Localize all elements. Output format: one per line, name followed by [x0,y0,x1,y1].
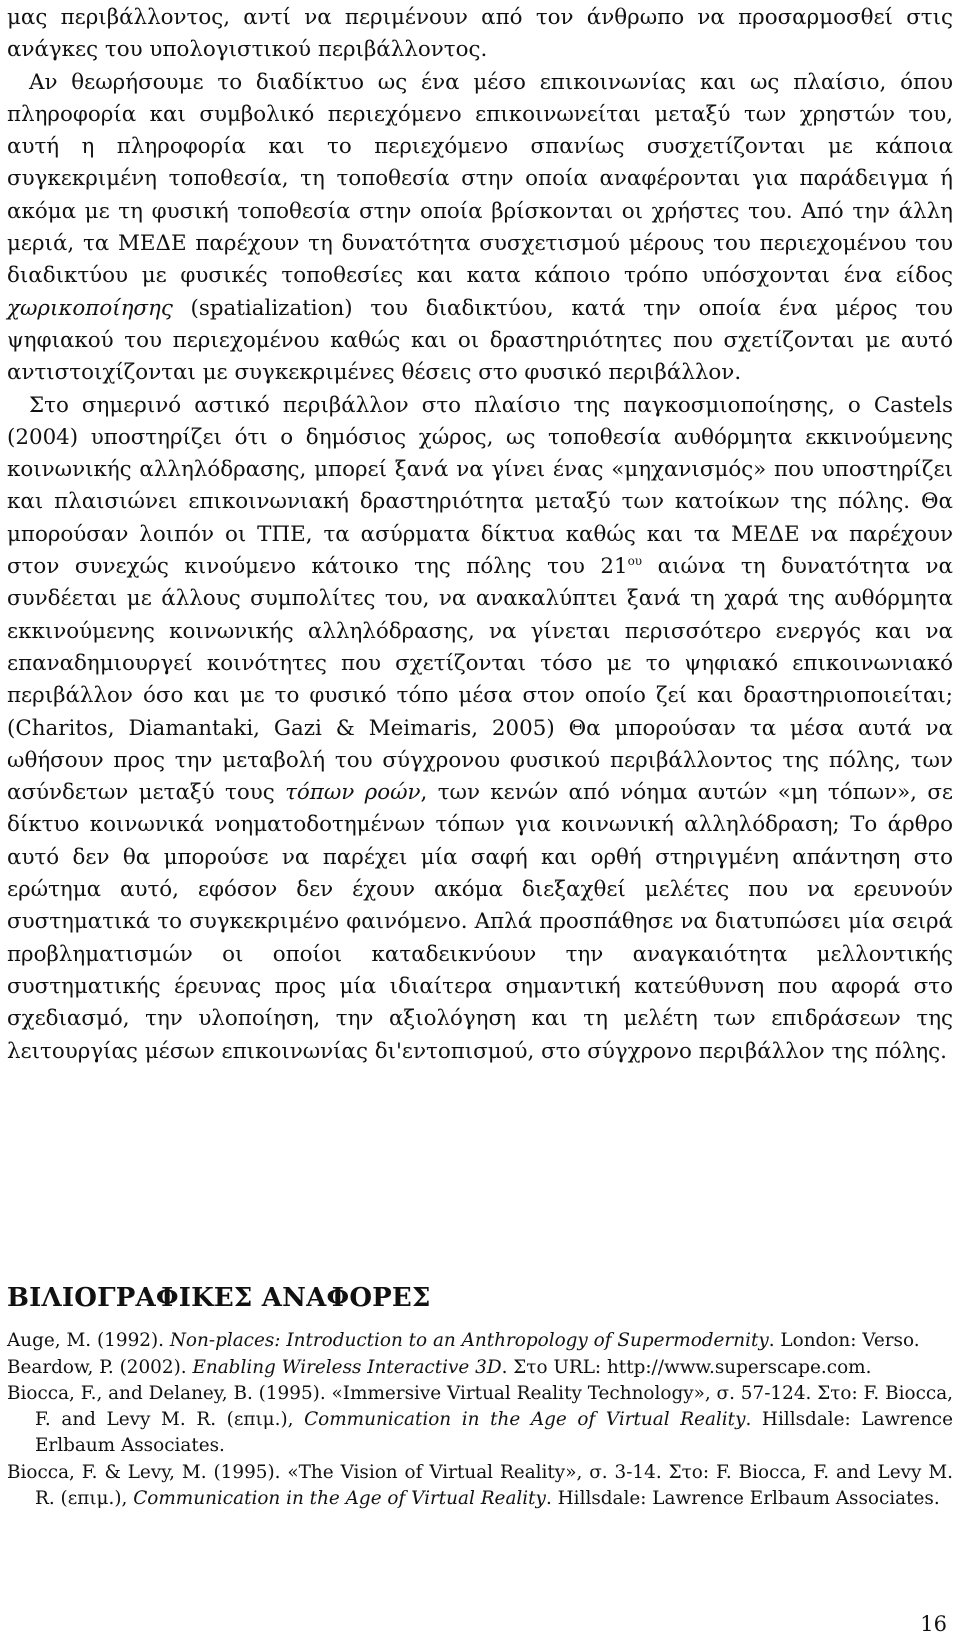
italic-term: τόπων ροών [285,780,421,806]
paragraph-text: Αν θεωρήσουμε το διαδίκτυο ως ένα μέσο επικοινωνίας και ως πλαίσιο, όπου πληροφορία και συμβολικό περιεχόμενο επικοινωνείται μεταξύ των χρηστών του, αυτή η πληροφορία και το περιεχόμενο σπανίως συσχετίζονται με κάποια συγκεκριμένη τοποθεσία, τη τοποθεσία στην οποία αναφέρονται για παράδειγμα ή ακόμα με τη φυσική τοποθεσία στην οποία βρίσκονται οι χρήστες του. Από την άλλη μεριά, τα ΜΕΔΕ παρέχουν τη δυνατότητα συσχετισμού μέρους του περιεχομένου του διαδικτύου με φυσικές τοποθεσίες και κατα κάποιο τρόπο υπόσχονται ένα είδος [7,69,953,289]
reference-item: Biocca, F. & Levy, M. (1995). «The Vision of Virtual Reality», σ. 3-14. Στο: F. Biocca, F. and Levy M. R. (επιμ.), Communication in the Age of Virtual Reality. Hillsdale: Lawrence Erlbaum Associates. [7,1461,953,1510]
references-heading: ΒΙΛΙΟΓΡΑΦΙΚΕΣ ΑΝΑΦΟΡΕΣ [7,1283,431,1313]
paragraph [7,67,953,390]
page-number: 16 [920,1612,947,1636]
reference-item: Biocca, F., and Delaney, B. (1995). «Immersive Virtual Reality Technology», σ. 57-124. Στο: F. Biocca, F. and Levy M. R. (επιμ.), Communication in the Age of Virtual Reality. Hillsdale: Lawrence Erlbaum Associates. [7,1383,953,1457]
paragraph-text: (spatialization) του διαδικτύου, κατά την οποία ένα μέρος του ψηφιακού του περιεχομένου καθώς και οι δραστηριότητες που σχετίζονται με αυτό αντιστοιχίζονται με συγκεκριμένες θέσεις στο φυσικό περιβάλλον. [7,295,953,386]
superscript: ου [627,553,643,568]
paragraph [7,390,953,1068]
italic-term: χωρικοποίησης [7,295,173,321]
body-text [7,2,953,1068]
paragraph-text: αιώνα τη δυνατότητα να συνδέεται με άλλους συμπολίτες του, να ανακαλύπτει ξανά τη χαρά της αυθόρμητα εκκινούμενης κοινωνικής αλληλόδρασης, να γίνεται περισσότερο ενεργός και να επαναδημιουργεί κοινότητες που σχετίζονται τόσο με το ψηφιακό επικοινωνιακό περιβάλλον όσο και με το φυσικό τόπο μέσα στον οποίο ζεί και δραστηριοποιείται; (Charitos, Diamantaki, Gazi & Meimaris, 2005) Θα μπορούσαν τα μέσα αυτά να ωθήσουν προς την μεταβολή του σύγχρονου φυσικού περιβάλλοντος της πόλης, των ασύνδετων μεταξύ τους [7,554,953,806]
document-page [7,0,953,1647]
reference-item: Beardow, P. (2002). Enabling Wireless Interactive 3D. Στο URL: http://www.superscape.com. [7,1356,872,1378]
reference-item: Auge, M. (1992). Non-places: Introduction to an Anthropology of Supermodernity. London: Verso. [7,1330,920,1351]
references-list [7,1328,953,1513]
paragraph-text: , των κενών από νόημα αυτών «μη τόπων», σε δίκτυο κοινωνικά νοηματοδοτημένων τόπων για κοινωνική αλληλόδραση; Το άρθρο αυτό δεν θα μπορούσε να παρέχει μία σαφή και ορθή στηριγμένη απάντηση στο ερώτημα αυτό, εφόσον δεν έχουν ακόμα διεξαχθεί μελέτες που να ερευνούν συστηματικά το συγκεκριμένο φαινόμενο. Απλά προσπάθησε να διατυπώσει μία σειρά προβληματισμών οι οποίοι καταδεικνύουν την αναγκαιότητα μελλοντικής συστηματικής έρευνας προς μία ιδιαίτερα σημαντική κατεύθυνση που αφορά στο σχεδιασμό, την υλοποίηση, την αξιολόγηση και τη μελέτη των επιδράσεων της λειτουργίας μέσων επικοινωνίας δι'εντοπισμού, στο σύγχρονο περιβάλλον της πόλης. [7,780,954,1064]
paragraph-text: Στο σημερινό αστικό περιβάλλον στο πλαίσιο της παγκοσμιοποίησης, ο Castels (2004) υποστηρίζει ότι ο δημόσιος χώρος, ως τοποθεσία αυθόρμητα εκκινούμενης κοινωνικής αλληλόδρασης, μπορεί ξανά να γίνει ένας «μηχανισμός» που υποστηρίζει και πλαισιώνει επικοινωνιακή δραστηριότητα μεταξύ των κατοίκων της πόλης. Θα μπορούσαν λοιπόν οι ΤΠΕ, τα ασύρματα δίκτυα καθώς και τα ΜΕΔΕ να παρέχουν στον συνεχώς κινούμενο κάτοικο της πόλης του 21 [7,392,953,580]
paragraph-continuation [7,2,953,67]
paragraph-text: μας περιβάλλοντος, αντί να περιμένουν από τον άνθρωπο να προσαρμοσθεί στις ανάγκες του υπολογιστικού περιβάλλοντος. [7,5,953,63]
